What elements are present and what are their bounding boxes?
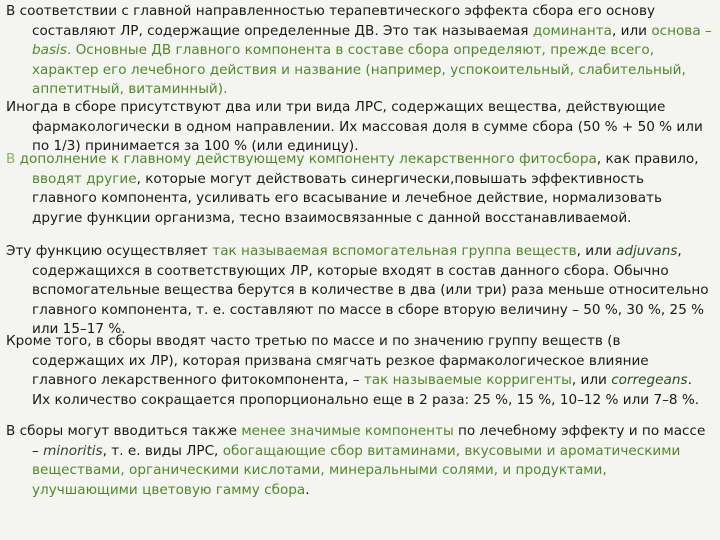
text-segment: minoritis	[43, 442, 103, 459]
text-segment: .	[66, 42, 76, 59]
text-segment: , или	[576, 243, 616, 259]
text-segment: дополнение к главному действующему компоненту лекарственного фитосбора	[19, 151, 597, 167]
text-segment: corregeans	[611, 372, 688, 389]
text-segment: по лечебному эффекту и по массе –	[32, 423, 706, 459]
text-segment: обогащающие сбор витаминами, вкусовыми и ароматическими веществами, органическими кислотами, минеральными солями, и продуктами, улучшающими цветовую гамму сбора	[32, 442, 681, 498]
text-segment: , или	[611, 22, 652, 39]
paragraph-dominant-basis	[6, 2, 712, 100]
text-segment: В сборы могут вводиться также	[6, 423, 242, 439]
text-segment: , т. е. виды ЛРС,	[102, 442, 223, 459]
paragraph-adjuvans	[6, 242, 712, 340]
text-segment: Эту функцию осуществляет	[6, 243, 213, 259]
text-segment: , или	[571, 372, 612, 389]
paragraph-supplement-components	[6, 150, 712, 228]
text-segment: Основные ДВ главного компонента в составе сбора определяют, прежде всего, характер его лечебного действия и название (например, успокоительный, слабительный, аппетитный, витаминный).	[32, 42, 686, 98]
text-segment: так называемая вспомогательная группа веществ	[212, 243, 577, 259]
paragraph-corregeans	[6, 332, 712, 410]
text-segment: так называемые корригенты	[363, 372, 572, 389]
text-segment: basis	[32, 42, 67, 59]
text-segment: , как правило,	[596, 151, 699, 167]
text-segment: доминанта	[532, 22, 612, 39]
text-segment: , содержащихся в соответствующих ЛР, которые входят в состав данного сбора. Обычно вспомогательные вещества берутся в количестве в два (или три) раза меньше относительно главного компонента, т. е. составляют по массе в сборе вторую величину – 50 %, 30 %, 25 % или 15–17 %.	[32, 243, 709, 338]
paragraph-same-direction-herbs	[6, 98, 712, 157]
text-segment: adjuvans	[615, 243, 678, 259]
text-segment: .	[305, 481, 310, 498]
text-segment: менее значимые компоненты	[241, 423, 454, 439]
text-segment: Иногда в сборе присутствуют два или три вида ЛРС, содержащих вещества, действующие фармакологически в одном направлении. Их массовая доля в сумме сбора (50 % + 50 % или по 1/3) принимается за 100 % (или единицу).	[6, 99, 703, 155]
text-segment: основа –	[651, 22, 712, 39]
text-segment: . Их количество сокращается пропорционально еще в 2 раза: 25 %, 15 %, 10–12 % или 7–8 %.	[32, 372, 700, 408]
text-segment: Кроме того, в сборы вводят часто третью по массе и по значению группу веществ (в содержащих их ЛР), которая призвана смягчать резкое фармакологическое влияние главного лекарственного фитокомпонента, –	[6, 333, 649, 389]
text-segment: В соответствии с главной направленностью терапевтического эффекта сбора его основу составляют ЛР, содержащие определенные ДВ. Это так называемая	[6, 3, 656, 39]
paragraph-minoritis	[6, 422, 712, 500]
text-segment: вводят другие	[32, 170, 137, 187]
text-segment: В	[6, 151, 20, 167]
text-segment: , которые могут действовать синергически,повышать эффективность главного компонента, усиливать его всасывание и лечебное действие, нормализовать другие функции организма, тесно взаимосвязанные с данной восстанавливаемой.	[32, 170, 663, 226]
